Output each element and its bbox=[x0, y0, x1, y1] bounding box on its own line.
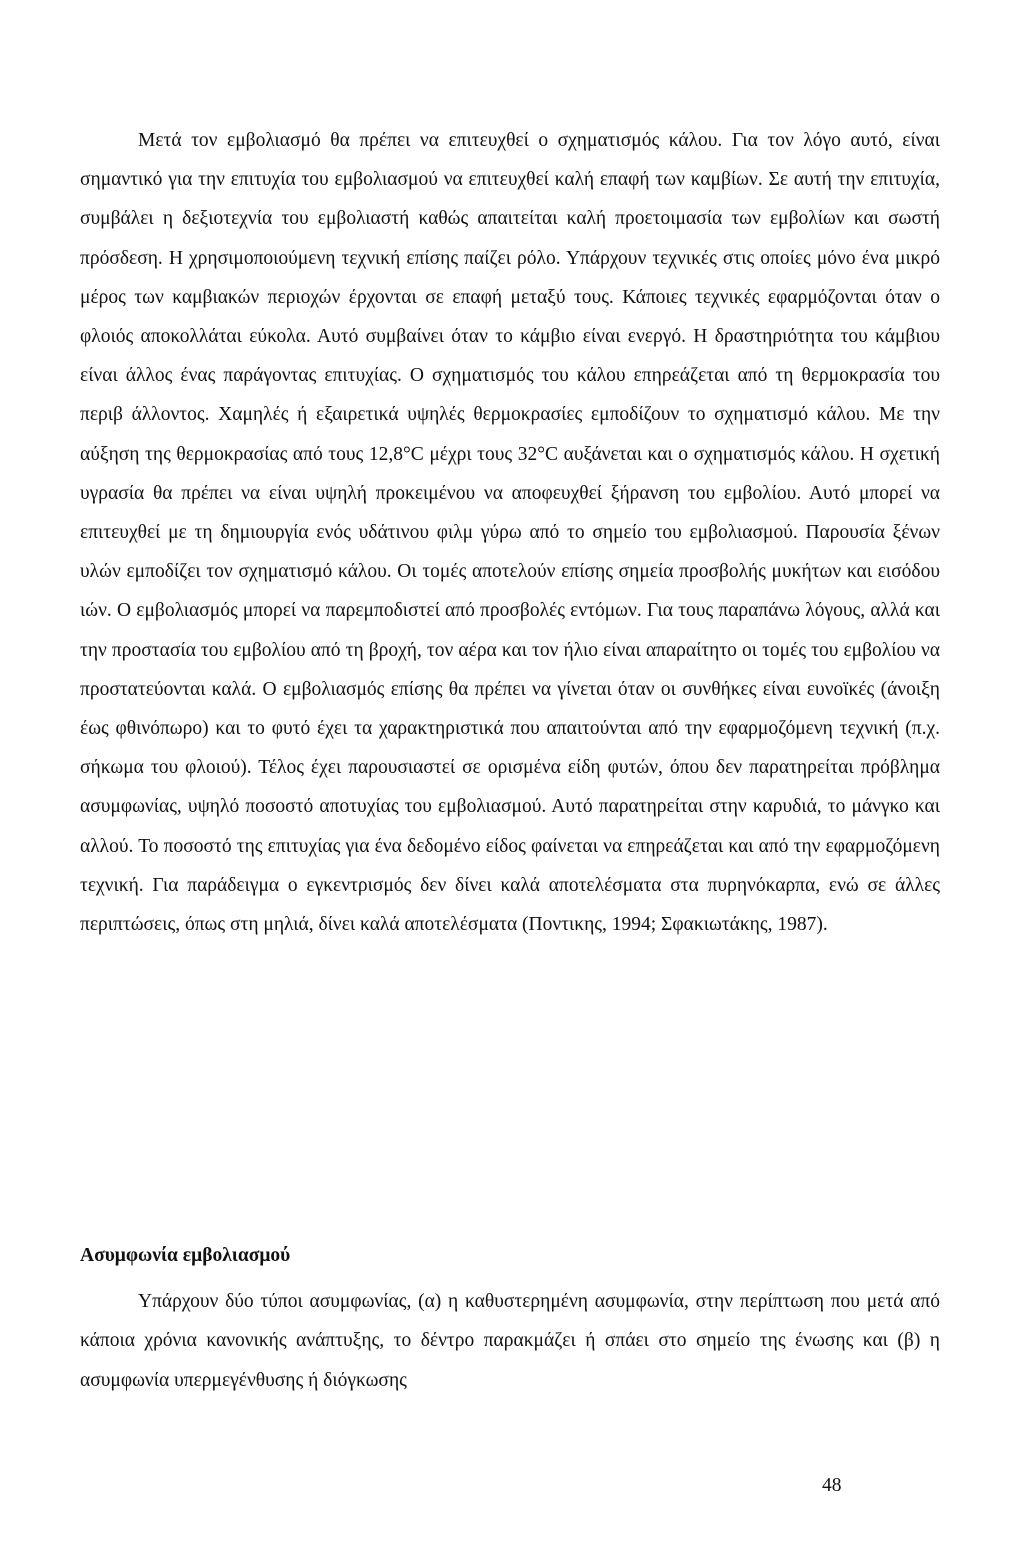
section-paragraph bbox=[80, 1282, 940, 1400]
body-paragraph bbox=[80, 121, 940, 944]
paragraph-text: Υπάρχουν δύο τύποι ασυμφωνίας, (α) η καθυστερημένη ασυμφωνία, στην περίπτωση που μετά από κάποια χρόνια κανονικής ανάπτυξης, το δέντρο παρακμάζει ή σπάει στο σημείο της ένωσης και (β) η ασυμφωνία υπερμεγένθυσης ή διόγκωσης bbox=[80, 1291, 940, 1391]
section-heading: Ασυμφωνία εμβολιασμού bbox=[80, 1245, 291, 1266]
paragraph-text: Μετά τον εμβολιασμό θα πρέπει να επιτευχθεί ο σχηματισμός κάλου. Για τον λόγο αυτό, είναι σημαντικό για την επιτυχία του εμβολιασμού να επιτευχθεί καλή επαφή των καμβίων. Σε αυτή την επιτυχία, συμβάλει η δεξιοτεχνία του εμβολιαστή καθώς απαιτείται καλή προετοιμασία των εμβολίων και σωστή πρόσδεση. Η χρησιμοποιούμενη τεχνική επίσης παίζει ρόλο. Υπάρχουν τεχνικές στις οποίες μόνο ένα μικρό μέρος των καμβιακών περιοχών έρχονται σε επαφή μεταξύ τους. Κάποιες τεχνικές εφαρμόζονται όταν ο φλοιός αποκολλάται εύκολα. Αυτό συμβαίνει όταν το κάμβιο είναι ενεργό. Η δραστηριότητα του κάμβιου είναι άλλος ένας παράγοντας επιτυχίας. Ο σχηματισμός του κάλου επηρεάζεται από τη θερμοκρασία του περιβ άλλοντος. Χαμηλές ή εξαιρετικά υψηλές θερμοκρασίες εμποδίζουν το σχηματισμό κάλου. Με την αύξηση της θερμοκρασίας από τους 12,8°C μέχρι τους 32°C αυξάνεται και ο σχηματισμός κάλου. Η σχετική υγρασία θα πρέπει να είναι υψηλή προκειμένου να αποφευχθεί ξήρανση του εμβολίου. Αυτό μπορεί να επιτευχθεί με τη δημιουργία ενός υδάτινου φιλμ γύρω από το σημείο του εμβολιασμού. Παρουσία ξένων υλών εμποδίζει τον σχηματισμό κάλου. Οι τομές αποτελούν επίσης σημεία προσβολής μυκήτων και εισόδου ιών. Ο εμβολιασμός μπορεί να παρεμποδιστεί από προσβολές εντόμων. Για τους παραπάνω λόγους, αλλά και την προστασία του εμβολίου από τη βροχή, τον αέρα και τον ήλιο είναι απαραίτητο οι τομές του εμβολίου να προστατεύονται καλά. Ο εμβολιασμός επίσης θα πρέπει να γίνεται όταν οι συνθήκες είναι ευνοϊκές (άνοιξη έως φθινόπωρο) και το φυτό έχει τα χαρακτηριστικά που απαιτούνται από την εφαρμοζόμενη τεχνική (π.χ. σήκωμα του φλοιού). Τέλος έχει παρουσιαστεί σε ορισμένα είδη φυτών, όπου δεν παρατηρείται πρόβλημα ασυμφωνίας, υψηλό ποσοστό αποτυχίας του εμβολιασμού. Αυτό παρατηρείται στην καρυδιά, το μάνγκο και αλλού. Το ποσοστό της επιτυχίας για ένα δεδομένο είδος φαίνεται να επηρεάζεται και από την εφαρμοζόμενη τεχνική. Για παράδειγμα ο εγκεντρισμός δεν δίνει καλά αποτελέσματα στα πυρηνόκαρπα, ενώ σε άλλες περιπτώσεις, όπως στη μηλιά, δίνει καλά αποτελέσματα (Ποντικης, 1994; Σφακιωτάκης, 1987). bbox=[80, 130, 940, 936]
page-number: 48 bbox=[822, 1475, 842, 1496]
